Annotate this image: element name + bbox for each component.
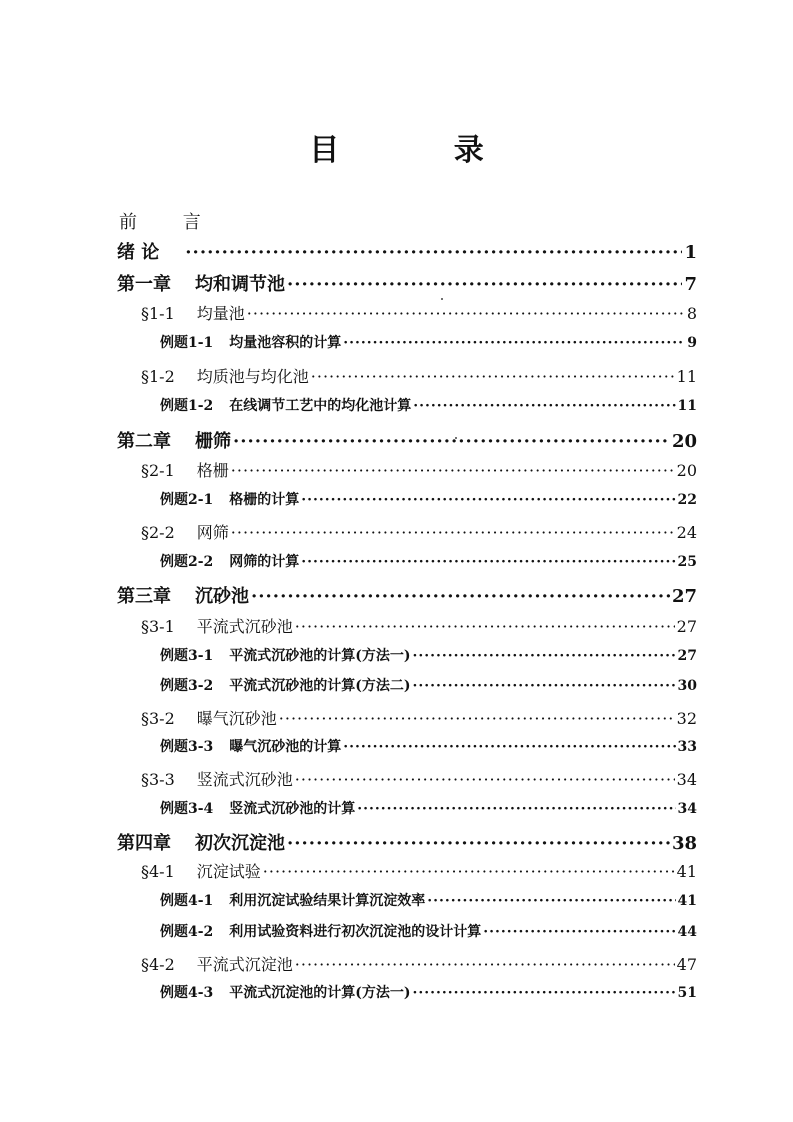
dot-leader (343, 335, 685, 351)
toc-example-entry[interactable] (160, 921, 697, 949)
toc-entry-label (141, 767, 293, 790)
toc-section-entry[interactable] (141, 520, 697, 548)
toc-chapter-entry[interactable] (117, 427, 697, 455)
toc-entry-number: 例题3-3 (160, 739, 214, 755)
toc-entry-number: 例题2-1 (160, 492, 214, 508)
dot-leader (301, 554, 675, 570)
toc-entry-label (141, 859, 261, 882)
dot-leader (287, 833, 670, 854)
toc-chapter-entry[interactable] (117, 582, 697, 610)
toc-page-number: 9 (687, 335, 697, 351)
toc-chapter-entry[interactable] (117, 270, 697, 298)
toc-entry-label (141, 520, 229, 543)
toc-entry-number: 第二章 (117, 431, 171, 452)
toc-page-number: 25 (677, 554, 697, 570)
toc-page-number: 41 (677, 893, 697, 909)
toc-entry-number: §3-2 (141, 709, 175, 728)
dot-leader (413, 648, 676, 664)
toc-entry-title: 竖流式沉砂池 (196, 770, 293, 789)
toc-page-number: 51 (677, 985, 697, 1001)
dot-leader (295, 955, 675, 974)
toc-page-number: 7 (684, 274, 697, 295)
toc-entry-label (160, 645, 411, 665)
toc-chapter-entry[interactable] (117, 238, 697, 266)
toc-section-entry[interactable] (141, 767, 697, 795)
toc-entry-number: §4-1 (141, 862, 175, 881)
toc-example-entry[interactable] (160, 798, 697, 826)
toc-entry-label (160, 332, 341, 352)
dot-leader (251, 586, 670, 607)
toc-entry-number: §2-1 (141, 461, 175, 480)
dot-leader (301, 492, 675, 508)
toc-page-number: 34 (676, 770, 697, 789)
dot-leader (185, 242, 682, 263)
scan-speck (441, 298, 443, 300)
toc-entry-title: 曝气沉砂池 (196, 709, 277, 728)
toc-entry-title: 平流式沉砂池 (196, 617, 293, 636)
toc-entry-title: 平流式沉淀池 (196, 955, 293, 974)
toc-page-number: 44 (677, 924, 697, 940)
dot-leader (483, 924, 675, 940)
toc-page-number: 47 (676, 955, 697, 974)
toc-entry-number: 绪 论 (117, 242, 160, 263)
toc-page-number: 32 (676, 709, 697, 728)
toc-section-entry[interactable] (141, 364, 697, 392)
toc-section-entry[interactable] (141, 301, 697, 329)
toc-example-entry[interactable] (160, 675, 697, 703)
dot-leader (357, 801, 675, 817)
toc-entry-title: 利用试验资料进行初次沉淀池的设计计算 (229, 924, 482, 940)
toc-section-entry[interactable] (141, 706, 697, 734)
toc-example-entry[interactable] (160, 332, 697, 360)
toc-entry-title: 均质池与均化池 (196, 367, 309, 386)
toc-entry-number: 例题3-1 (160, 648, 214, 664)
toc-page-number: 27 (676, 617, 697, 636)
toc-entry-number: §1-2 (141, 367, 175, 386)
toc-page-number: 27 (671, 586, 697, 607)
toc-entry-title: 均和调节池 (195, 274, 285, 295)
toc-page-number: 22 (677, 492, 697, 508)
toc-entry-number: §2-2 (141, 523, 175, 542)
toc-page-number: 30 (677, 678, 697, 694)
toc-entry-title: 网筛 (196, 523, 229, 542)
toc-entry-label (160, 890, 425, 910)
toc-entry-label (160, 982, 411, 1002)
toc-entry-title: 均量池容积的计算 (229, 335, 342, 351)
dot-leader (413, 985, 676, 1001)
toc-entry-number: 第一章 (117, 274, 171, 295)
toc-entry-number: 例题4-3 (160, 985, 214, 1001)
toc-entry-label (160, 489, 299, 509)
toc-example-entry[interactable] (160, 736, 697, 764)
toc-section-entry[interactable] (141, 614, 697, 642)
dot-leader (287, 274, 682, 295)
toc-example-entry[interactable] (160, 551, 697, 579)
toc-entry-title: 利用沉淀试验结果计算沉淀效率 (229, 893, 426, 909)
dot-leader (295, 770, 675, 789)
toc-entry-number: 例题2-2 (160, 554, 214, 570)
toc-entry-label (141, 706, 277, 729)
toc-entry-title: 沉砂池 (195, 586, 249, 607)
toc-entry-number: 例题1-2 (160, 398, 214, 414)
toc-entry-number: §4-2 (141, 955, 175, 974)
toc-entry-label (160, 736, 341, 756)
toc-page-number: 38 (671, 833, 697, 854)
toc-page-number: 20 (676, 461, 697, 480)
dot-leader (231, 523, 675, 542)
toc-entry-number: §1-1 (141, 304, 175, 323)
toc-entry-title: 竖流式沉砂池的计算 (229, 801, 356, 817)
toc-entry-number: 例题1-1 (160, 335, 214, 351)
toc-entry-title: 平流式沉淀池的计算(方法一) (229, 985, 411, 1001)
toc-example-entry[interactable] (160, 645, 697, 673)
dot-leader (413, 398, 675, 414)
toc-page-number: 8 (686, 304, 697, 323)
toc-example-entry[interactable] (160, 489, 697, 517)
toc-page-number: 34 (677, 801, 697, 817)
toc-entry-title: 初次沉淀池 (195, 833, 285, 854)
toc-entry-label (141, 952, 293, 975)
toc-example-entry[interactable] (160, 395, 697, 423)
toc-page-number: 11 (677, 398, 697, 414)
toc-entry-title: 平流式沉砂池的计算(方法一) (229, 648, 411, 664)
toc-entry-number: 第四章 (117, 833, 171, 854)
toc-entry-label (160, 395, 411, 415)
dot-leader (311, 367, 675, 386)
toc-example-entry[interactable] (160, 890, 697, 918)
toc-page-number: 20 (671, 431, 697, 452)
toc-entry-number: §3-1 (141, 617, 175, 636)
toc-entry-label (141, 458, 229, 481)
toc-page-number: 1 (684, 242, 697, 263)
dot-leader (295, 617, 675, 636)
toc-entry-label (117, 582, 249, 608)
toc-page-number: 27 (677, 648, 697, 664)
toc-page-number: 33 (677, 739, 697, 755)
toc-entry-label (117, 427, 231, 453)
toc-entry-label (117, 238, 183, 264)
dot-leader (263, 862, 675, 881)
toc-entry-title: 栅筛 (195, 431, 231, 452)
toc-entry-number: 例题3-4 (160, 801, 214, 817)
toc-entry-title: 在线调节工艺中的均化池计算 (229, 398, 412, 414)
toc-entry-title: 格栅 (196, 461, 229, 480)
page-title: 目 录 (309, 133, 536, 168)
toc-entry-label (117, 829, 285, 855)
toc-chapter-entry[interactable] (117, 829, 697, 857)
toc-entry-title: 均量池 (196, 304, 245, 323)
dot-leader (247, 304, 685, 323)
toc-entry-label (160, 675, 411, 695)
toc-entry-label (141, 301, 245, 324)
toc-entry-number: 例题4-1 (160, 893, 214, 909)
toc-entry-label (117, 270, 285, 296)
toc-example-entry[interactable] (160, 982, 697, 1010)
toc-entry-label (160, 798, 355, 818)
dot-leader (343, 739, 675, 755)
toc-page-number: 24 (676, 523, 697, 542)
dot-leader (279, 709, 675, 728)
scan-speck (455, 437, 457, 439)
toc-section-entry[interactable] (141, 458, 697, 486)
toc-page-number: 11 (676, 367, 697, 386)
toc-entry-title: 沉淀试验 (196, 862, 261, 881)
toc-entry-number: §3-3 (141, 770, 175, 789)
dot-leader (427, 893, 675, 909)
dot-leader (233, 431, 670, 452)
dot-leader (413, 678, 676, 694)
toc-entry-label (160, 921, 481, 941)
toc-entry-label (141, 364, 309, 387)
toc-entry-label (160, 551, 299, 571)
toc-entry-title: 平流式沉砂池的计算(方法二) (229, 678, 411, 694)
toc-entry-title: 曝气沉砂池的计算 (229, 739, 342, 755)
toc-entry-number: 第三章 (117, 586, 171, 607)
toc-section-entry[interactable] (141, 952, 697, 980)
toc-entry-label (141, 614, 293, 637)
toc-entry-number: 例题4-2 (160, 924, 214, 940)
preface-heading: 前 言 (119, 212, 221, 233)
toc-entry-title: 网筛的计算 (229, 554, 300, 570)
toc-entry-title: 格栅的计算 (229, 492, 300, 508)
dot-leader (231, 461, 675, 480)
toc-entry-number: 例题3-2 (160, 678, 214, 694)
toc-page-number: 41 (676, 862, 697, 881)
toc-section-entry[interactable] (141, 859, 697, 887)
